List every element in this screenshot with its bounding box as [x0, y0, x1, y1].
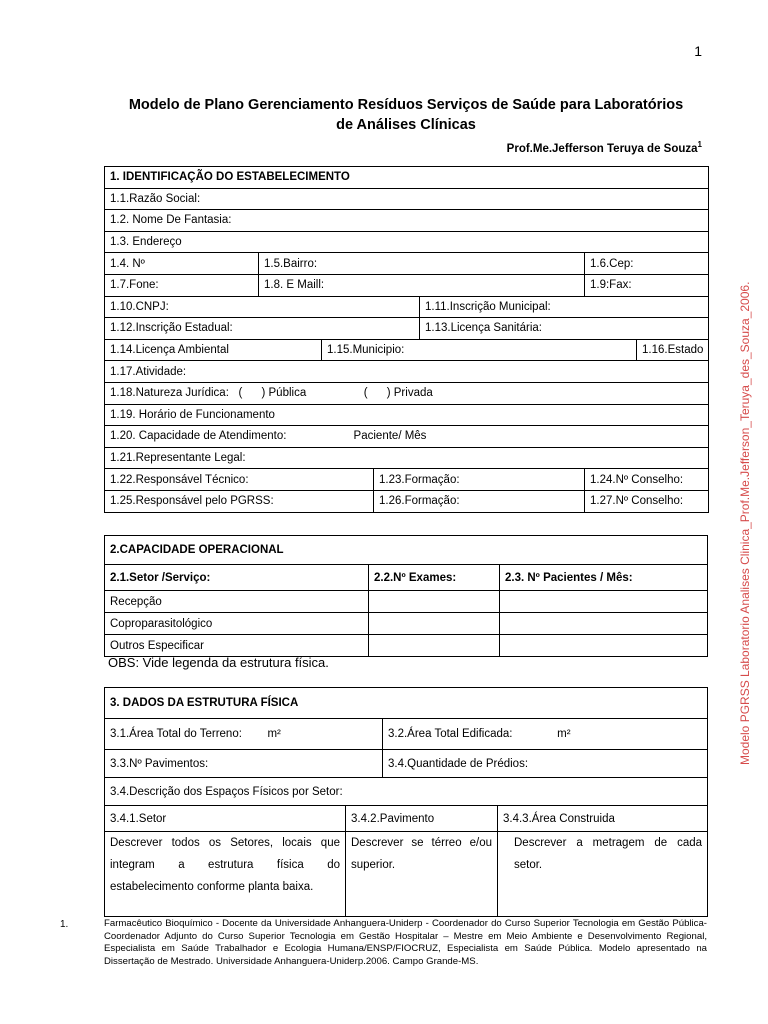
footnote-number: 1.	[60, 919, 69, 930]
field-endereco[interactable]: 1.3. Endereço	[105, 231, 709, 253]
row-outros: Outros Especificar	[105, 635, 369, 657]
desc-area[interactable]: Descrever a metragem de cada setor.	[498, 832, 708, 917]
col-num-exames: 2.2.Nº Exames:	[369, 565, 500, 591]
field-formacao-2[interactable]: 1.26.Formação:	[374, 490, 585, 512]
desc-setor[interactable]: Descrever todos os Setores, locais que integram a estrutura física do estabelecimento conforme planta baixa.	[105, 832, 346, 917]
cell-pacientes-outros[interactable]	[500, 635, 708, 657]
title-line-2: de Análises Clínicas	[336, 117, 476, 133]
field-razao-social[interactable]: 1.1.Razão Social:	[105, 188, 709, 210]
field-inscricao-estadual[interactable]: 1.12.Inscrição Estadual:	[105, 318, 420, 340]
desc-pavimento[interactable]: Descrever se térreo e/ou superior.	[346, 832, 498, 917]
field-area-edificada[interactable]: 3.2.Área Total Edificada: m²	[383, 719, 708, 750]
field-responsavel-pgrss[interactable]: 1.25.Responsável pelo PGRSS:	[105, 490, 374, 512]
field-representante-legal[interactable]: 1.21.Representante Legal:	[105, 447, 709, 469]
field-bairro[interactable]: 1.5.Bairro:	[259, 253, 585, 275]
field-descricao-espacos[interactable]: 3.4.Descrição dos Espaços Físicos por Setor:	[105, 778, 708, 806]
field-fone[interactable]: 1.7.Fone:	[105, 274, 259, 296]
cell-pacientes-copro[interactable]	[500, 613, 708, 635]
obs-note: OBS: Vide legenda da estrutura física.	[108, 655, 329, 670]
field-quantidade-predios[interactable]: 3.4.Quantidade de Prédios:	[383, 750, 708, 778]
physical-structure-table	[104, 687, 708, 917]
operational-capacity-table	[104, 535, 708, 657]
field-licenca-ambiental[interactable]: 1.14.Licença Ambiental	[105, 339, 322, 361]
cell-exames-outros[interactable]	[369, 635, 500, 657]
row-coproparasitologico: Coproparasitológico	[105, 613, 369, 635]
field-conselho-2[interactable]: 1.27.Nº Conselho:	[585, 490, 709, 512]
section-2-heading: 2.CAPACIDADE OPERACIONAL	[105, 536, 708, 565]
field-municipio[interactable]: 1.15.Municipio:	[322, 339, 637, 361]
field-capacidade-atendimento[interactable]: 1.20. Capacidade de Atendimento: Paciente/ Mês	[105, 426, 709, 448]
field-formacao-1[interactable]: 1.23.Formação:	[374, 469, 585, 491]
col-pavimento: 3.4.2.Pavimento	[346, 806, 498, 832]
field-natureza-juridica[interactable]: 1.18.Natureza Jurídica: ( ) Pública ( ) Privada	[105, 382, 709, 404]
col-num-pacientes: 2.3. Nº Pacientes / Mês:	[500, 565, 708, 591]
cell-exames-recepcao[interactable]	[369, 591, 500, 613]
author	[507, 140, 702, 155]
field-email[interactable]: 1.8. E Maill:	[259, 274, 585, 296]
field-estado[interactable]: 1.16.Estado	[637, 339, 709, 361]
col-setor: 3.4.1.Setor	[105, 806, 346, 832]
side-watermark: Modelo PGRSS Laboratorio Analises Clinica_Prof.Me.Jefferson_Teruya_des_Souza_2006.	[738, 281, 752, 765]
field-horario-funcionamento[interactable]: 1.19. Horário de Funcionamento	[105, 404, 709, 426]
field-numero[interactable]: 1.4. Nº	[105, 253, 259, 275]
section-3-heading: 3. DADOS DA ESTRUTURA FÍSICA	[105, 688, 708, 719]
field-nome-fantasia[interactable]: 1.2. Nome De Fantasia:	[105, 210, 709, 232]
footnote-text: Farmacêutico Bioquímico - Docente da Universidade Anhanguera-Uniderp - Coordenador do Curso Superior Tecnologia em Gestão Pública- Coordenador Adjunto do Curso Superior Tecnologia em Gestão Hospitalar – Mestre em Meio Ambiente e Desenvolvimento Regional, Especialista em Saúde Trabalhador e Ecologia Humana/ENSP/FIOCRUZ, Especialista em Saúde Pública. Modelo apresentado na Dissertação de Mestrado. Universidade Anhanguera-Uniderp.2006. Campo Grande-MS.	[104, 918, 707, 967]
field-cep[interactable]: 1.6.Cep:	[585, 253, 709, 275]
section-1-heading: 1. IDENTIFICAÇÃO DO ESTABELECIMENTO	[105, 167, 709, 189]
field-cnpj[interactable]: 1.10.CNPJ:	[105, 296, 420, 318]
document-title	[0, 95, 768, 135]
cell-pacientes-recepcao[interactable]	[500, 591, 708, 613]
field-atividade[interactable]: 1.17.Atividade:	[105, 361, 709, 383]
field-responsavel-tecnico[interactable]: 1.22.Responsável Técnico:	[105, 469, 374, 491]
col-setor-servico: 2.1.Setor /Serviço:	[105, 565, 369, 591]
field-area-terreno[interactable]: 3.1.Área Total do Terreno: m²	[105, 719, 383, 750]
field-inscricao-municipal[interactable]: 1.11.Inscrição Municipal:	[420, 296, 709, 318]
title-line-1: Modelo de Plano Gerenciamento Resíduos Serviços de Saúde para Laboratórios	[128, 97, 684, 113]
author-name: Prof.Me.Jefferson Teruya de Souza	[506, 142, 698, 155]
page-number: 1	[694, 43, 702, 59]
identification-table	[104, 166, 709, 513]
field-conselho-1[interactable]: 1.24.Nº Conselho:	[585, 469, 709, 491]
field-licenca-sanitaria[interactable]: 1.13.Licença Sanitária:	[420, 318, 709, 340]
col-area-construida: 3.4.3.Área Construida	[498, 806, 708, 832]
row-recepcao: Recepção	[105, 591, 369, 613]
field-pavimentos[interactable]: 3.3.Nº Pavimentos:	[105, 750, 383, 778]
field-fax[interactable]: 1.9:Fax:	[585, 274, 709, 296]
author-footnote-mark: 1	[697, 140, 702, 149]
cell-exames-copro[interactable]	[369, 613, 500, 635]
